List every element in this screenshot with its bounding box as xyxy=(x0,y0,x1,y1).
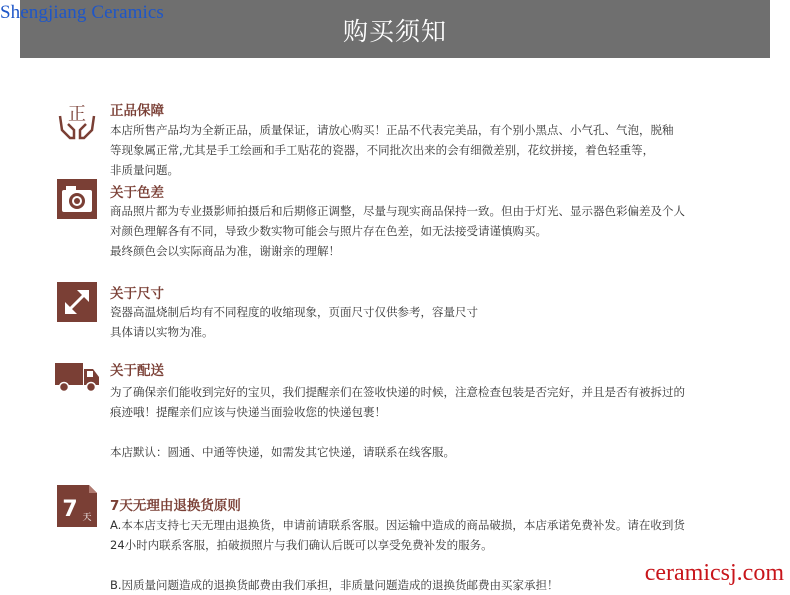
section-title-delivery: 关于配送 xyxy=(110,363,164,379)
seven-day-icon xyxy=(56,484,98,528)
section-text-delivery: 为了确保亲们能收到完好的宝贝，我们提醒亲们在签收快递的时候，注意检查包装是否完好，并且是否有被拆过的 痕迹哦！提醒亲们应该与快递当面验收您的快递包裹！ 本店默认：圆通、中通等快递，如需发其它快递，请联系在线客服。 xyxy=(110,385,685,459)
section-title-size: 关于尺寸 xyxy=(110,286,164,302)
svg-text:正: 正 xyxy=(68,104,86,125)
brand-watermark: Shengjiang Ceramics xyxy=(0,2,164,23)
page-title: 购买须知 xyxy=(342,17,447,46)
camera-icon xyxy=(56,178,98,220)
section-title-return-policy: 7天无理由退换货原则 xyxy=(110,498,241,514)
svg-text:7: 7 xyxy=(62,497,78,522)
site-watermark: ceramicsj.com xyxy=(644,560,784,586)
truck-icon xyxy=(54,355,100,397)
section-text-color: 商品照片都为专业摄影师拍摄后和后期修正调整，尽量与现实商品保持一致。但由于灯光、显示器色彩偏差及个人 对颜色理解各有不同，导致少数实物可能会与照片存在色差，如无法接受请谨慎购买。 最终颜色会以实际商品为准，谢谢亲的理解！ xyxy=(110,204,685,258)
hands-genuine-icon xyxy=(56,100,98,142)
svg-text:天: 天 xyxy=(82,513,92,523)
section-title-genuine: 正品保障 xyxy=(110,103,164,119)
section-text-return-policy: A.本本店支持七天无理由退换货，申请前请联系客服。因运输中造成的商品破损，本店承诺免费补发。请在收到货 24小时内联系客服，拍破损照片与我们确认后既可以享受免费补发的服务。 B.因质量问题造成的退换货邮费由我们承担，非质量问题造成的退换货邮费由买家承担！ xyxy=(110,518,685,592)
resize-arrow-icon xyxy=(56,281,98,323)
section-text-size: 瓷器高温烧制后均有不同程度的收缩现象，页面尺寸仅供参考，容量尺寸 具体请以实物为准。 xyxy=(110,305,478,339)
section-text-genuine: 本店所售产品均为全新正品，质量保证，请放心购买！正品不代表完美品，有个别小黑点、小气孔、气泡，脱釉 等现象属正常,尤其是手工绘画和手工贴花的瓷器，不同批次出来的会有细微差别，花纹拼接，着色轻重等， 非质量问题。 xyxy=(110,123,674,177)
section-title-color: 关于色差 xyxy=(110,185,164,201)
